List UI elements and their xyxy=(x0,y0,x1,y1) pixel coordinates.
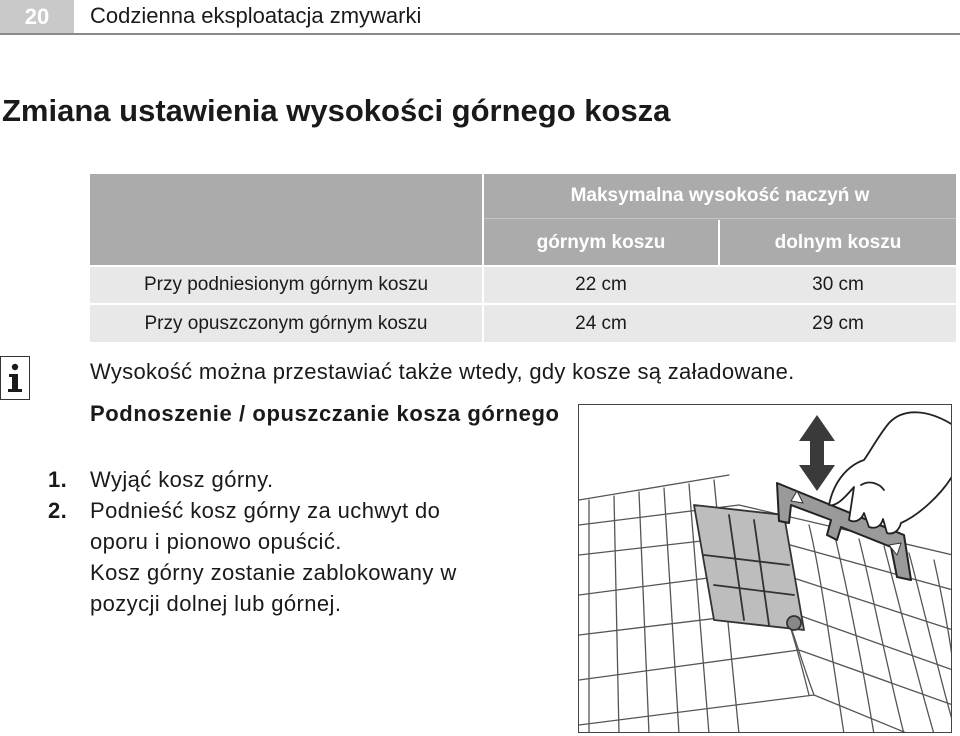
height-table xyxy=(90,174,956,342)
table-cell-lower: 30 cm xyxy=(812,274,864,295)
step-text: Kosz górny zostanie zablokowany w xyxy=(90,560,457,585)
step-number: 2. xyxy=(48,498,68,523)
table-group-header: Maksymalna wysokość naczyń w xyxy=(570,185,870,206)
step-number: 1. xyxy=(48,467,68,492)
table-cell-upper: 22 cm xyxy=(575,274,627,295)
table-col-upper: górnym koszu xyxy=(536,231,666,253)
table-cell-lower: 29 cm xyxy=(812,312,864,334)
table-row-label: Przy podniesionym górnym koszu xyxy=(143,274,429,295)
basket-handle-illustration xyxy=(578,404,952,733)
step-text: Wyjąć kosz górny. xyxy=(90,467,274,492)
running-title: Codzienna eksploatacja zmywarki xyxy=(90,3,422,28)
table-col-lower: dolnym koszu xyxy=(774,231,902,253)
page-number: 20 xyxy=(0,0,74,33)
section-title: Zmiana ustawienia wysokości górnego kosza xyxy=(2,93,671,128)
up-down-arrow-icon xyxy=(799,415,835,491)
table-cell-upper: 24 cm xyxy=(575,312,627,334)
table-row-label: Przy opuszczonym górnym koszu xyxy=(144,312,428,334)
procedure-heading: Podnoszenie / opuszczanie kosza górnego xyxy=(90,401,560,426)
step-text: oporu i pionowo opuścić. xyxy=(90,529,342,554)
info-note: Wysokość można przestawiać także wtedy, gdy kosze są załadowane. xyxy=(90,359,795,384)
header-divider xyxy=(0,33,960,35)
step-text: pozycji dolnej lub górnej. xyxy=(90,591,342,616)
table-divider xyxy=(484,218,956,219)
info-icon xyxy=(0,356,30,400)
latch xyxy=(694,505,804,630)
step-text: Podnieść kosz górny za uchwyt do xyxy=(90,498,441,523)
